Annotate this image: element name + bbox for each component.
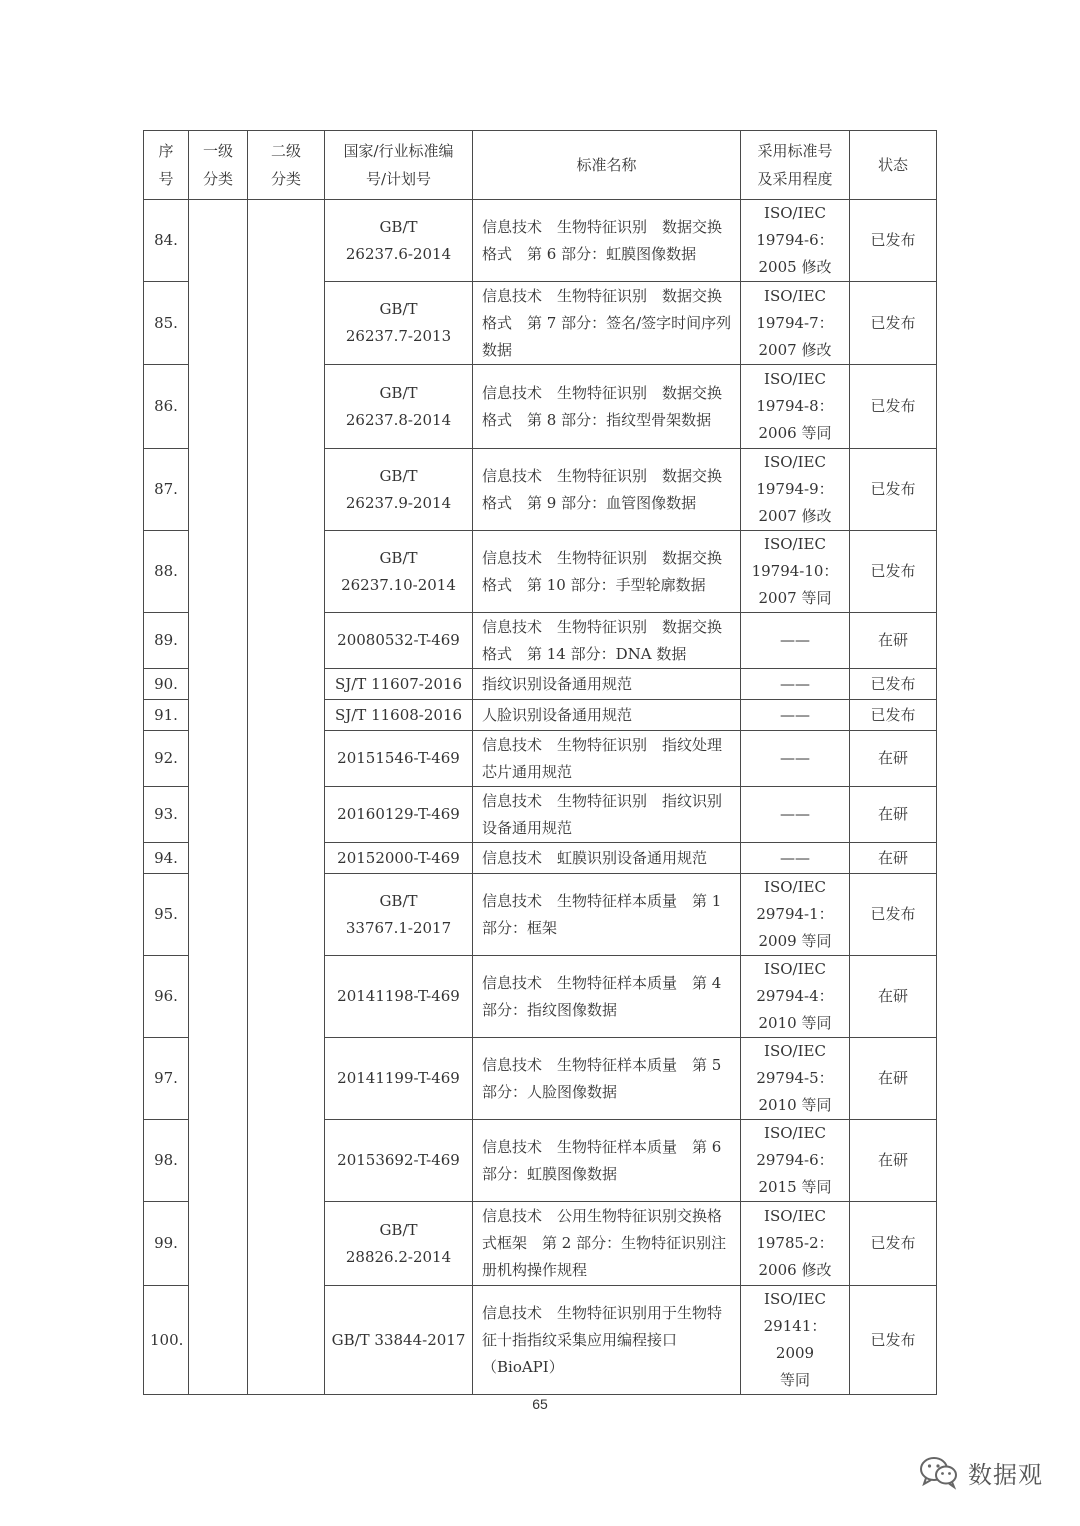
row-seq: 94. [144, 843, 189, 874]
row-status: 已发布 [850, 449, 937, 531]
row-seq: 93. [144, 787, 189, 843]
row-seq: 91. [144, 700, 189, 731]
row-standard-number: SJ/T 11608-2016 [325, 700, 473, 731]
row-standard-name: 信息技术 生物特征识别 数据交换格式 第 6 部分：虹膜图像数据 [473, 200, 741, 282]
row-status: 在研 [850, 1120, 937, 1202]
row-status: 已发布 [850, 531, 937, 613]
header-seq: 序 号 [144, 131, 189, 200]
row-seq: 97. [144, 1038, 189, 1120]
row-standard-name: 信息技术 公用生物特征识别交换格式框架 第 2 部分：生物特征识别注册机构操作规程 [473, 1202, 741, 1286]
row-seq: 92. [144, 731, 189, 787]
row-standard-number: 20152000-T-469 [325, 843, 473, 874]
row-adoption: ISO/IEC 19794-8： 2006 等同 [741, 365, 850, 449]
row-standard-name: 信息技术 生物特征样本质量 第 5 部分：人脸图像数据 [473, 1038, 741, 1120]
row-standard-number: 20141199-T-469 [325, 1038, 473, 1120]
row-standard-number: GB/T 33844-2017 [325, 1286, 473, 1395]
header-standard-number: 国家/行业标准编 号/计划号 [325, 131, 473, 200]
row-status: 已发布 [850, 200, 937, 282]
row-standard-name: 信息技术 生物特征样本质量 第 4 部分：指纹图像数据 [473, 956, 741, 1038]
row-standard-name: 信息技术 生物特征识别用于生物特征十指指纹采集应用编程接口（BioAPI） [473, 1286, 741, 1395]
row-status: 在研 [850, 731, 937, 787]
header-standard-name: 标准名称 [473, 131, 741, 200]
header-row [144, 131, 937, 200]
row-standard-name: 信息技术 生物特征识别 数据交换格式 第 9 部分：血管图像数据 [473, 449, 741, 531]
row-seq: 86. [144, 365, 189, 449]
row-seq: 88. [144, 531, 189, 613]
row-standard-name: 人脸识别设备通用规范 [473, 700, 741, 731]
row-adoption: —— [741, 787, 850, 843]
row-standard-name: 信息技术 生物特征识别 数据交换格式 第 8 部分：指纹型骨架数据 [473, 365, 741, 449]
page-number: 65 [532, 1396, 548, 1412]
row-standard-name: 信息技术 生物特征样本质量 第 1 部分：框架 [473, 874, 741, 956]
row-standard-name: 指纹识别设备通用规范 [473, 669, 741, 700]
row-standard-number: GB/T 26237.8-2014 [325, 365, 473, 449]
row-standard-number: 20080532-T-469 [325, 613, 473, 669]
row-adoption: ISO/IEC 29794-5： 2010 等同 [741, 1038, 850, 1120]
row-standard-number: 20160129-T-469 [325, 787, 473, 843]
row-seq: 89. [144, 613, 189, 669]
row-standard-number: 20151546-T-469 [325, 731, 473, 787]
row-seq: 98. [144, 1120, 189, 1202]
row-status: 已发布 [850, 1202, 937, 1286]
row-seq: 95. [144, 874, 189, 956]
row-standard-name: 信息技术 生物特征样本质量 第 6 部分：虹膜图像数据 [473, 1120, 741, 1202]
row-standard-name: 信息技术 生物特征识别 数据交换格式 第 14 部分：DNA 数据 [473, 613, 741, 669]
row-category-2 [248, 200, 325, 1395]
row-status: 在研 [850, 613, 937, 669]
row-standard-number: GB/T 26237.7-2013 [325, 282, 473, 365]
row-adoption: —— [741, 613, 850, 669]
header-status: 状态 [850, 131, 937, 200]
watermark [918, 1452, 1043, 1492]
row-standard-number: GB/T 26237.6-2014 [325, 200, 473, 282]
header-category-1: 一级 分类 [189, 131, 248, 200]
row-status: 在研 [850, 1038, 937, 1120]
row-adoption: ISO/IEC 19794-9： 2007 修改 [741, 449, 850, 531]
row-seq: 99. [144, 1202, 189, 1286]
standards-table [143, 130, 937, 1395]
table-row [144, 200, 937, 282]
row-status: 已发布 [850, 874, 937, 956]
row-status: 已发布 [850, 700, 937, 731]
row-standard-number: GB/T 33767.1-2017 [325, 874, 473, 956]
row-standard-number: 20153692-T-469 [325, 1120, 473, 1202]
row-standard-name: 信息技术 生物特征识别 数据交换格式 第 10 部分：手型轮廓数据 [473, 531, 741, 613]
row-adoption: ISO/IEC 19794-7： 2007 修改 [741, 282, 850, 365]
row-seq: 96. [144, 956, 189, 1038]
row-adoption: ISO/IEC 29794-4： 2010 等同 [741, 956, 850, 1038]
watermark-text: 数据观 [968, 1460, 1043, 1489]
header-category-2: 二级 分类 [248, 131, 325, 200]
row-seq: 84. [144, 200, 189, 282]
row-standard-number: GB/T 28826.2-2014 [325, 1202, 473, 1286]
row-status: 已发布 [850, 1286, 937, 1395]
row-standard-name: 信息技术 生物特征识别 指纹处理芯片通用规范 [473, 731, 741, 787]
row-standard-name: 信息技术 生物特征识别 指纹识别设备通用规范 [473, 787, 741, 843]
header-adoption: 采用标准号 及采用程度 [741, 131, 850, 200]
wechat-icon [918, 1454, 960, 1490]
row-standard-name: 信息技术 生物特征识别 数据交换格式 第 7 部分：签名/签字时间序列数据 [473, 282, 741, 365]
row-seq: 85. [144, 282, 189, 365]
row-adoption: ISO/IEC 29141：2009 等同 [741, 1286, 850, 1395]
row-status: 已发布 [850, 365, 937, 449]
row-adoption: —— [741, 843, 850, 874]
row-adoption: —— [741, 700, 850, 731]
row-adoption: ISO/IEC 29794-1： 2009 等同 [741, 874, 850, 956]
row-status: 在研 [850, 843, 937, 874]
row-standard-number: 20141198-T-469 [325, 956, 473, 1038]
row-adoption: ISO/IEC 19794-10： 2007 等同 [741, 531, 850, 613]
row-adoption: —— [741, 731, 850, 787]
row-status: 已发布 [850, 282, 937, 365]
row-seq: 100. [144, 1286, 189, 1395]
row-seq: 87. [144, 449, 189, 531]
row-seq: 90. [144, 669, 189, 700]
row-adoption: ISO/IEC 29794-6： 2015 等同 [741, 1120, 850, 1202]
row-adoption: ISO/IEC 19794-6： 2005 修改 [741, 200, 850, 282]
row-status: 在研 [850, 787, 937, 843]
row-adoption: ISO/IEC 19785-2： 2006 修改 [741, 1202, 850, 1286]
row-status: 在研 [850, 956, 937, 1038]
row-standard-number: GB/T 26237.9-2014 [325, 449, 473, 531]
row-standard-name: 信息技术 虹膜识别设备通用规范 [473, 843, 741, 874]
row-status: 已发布 [850, 669, 937, 700]
row-category-1 [189, 200, 248, 1395]
row-standard-number: GB/T 26237.10-2014 [325, 531, 473, 613]
row-standard-number: SJ/T 11607-2016 [325, 669, 473, 700]
row-adoption: —— [741, 669, 850, 700]
